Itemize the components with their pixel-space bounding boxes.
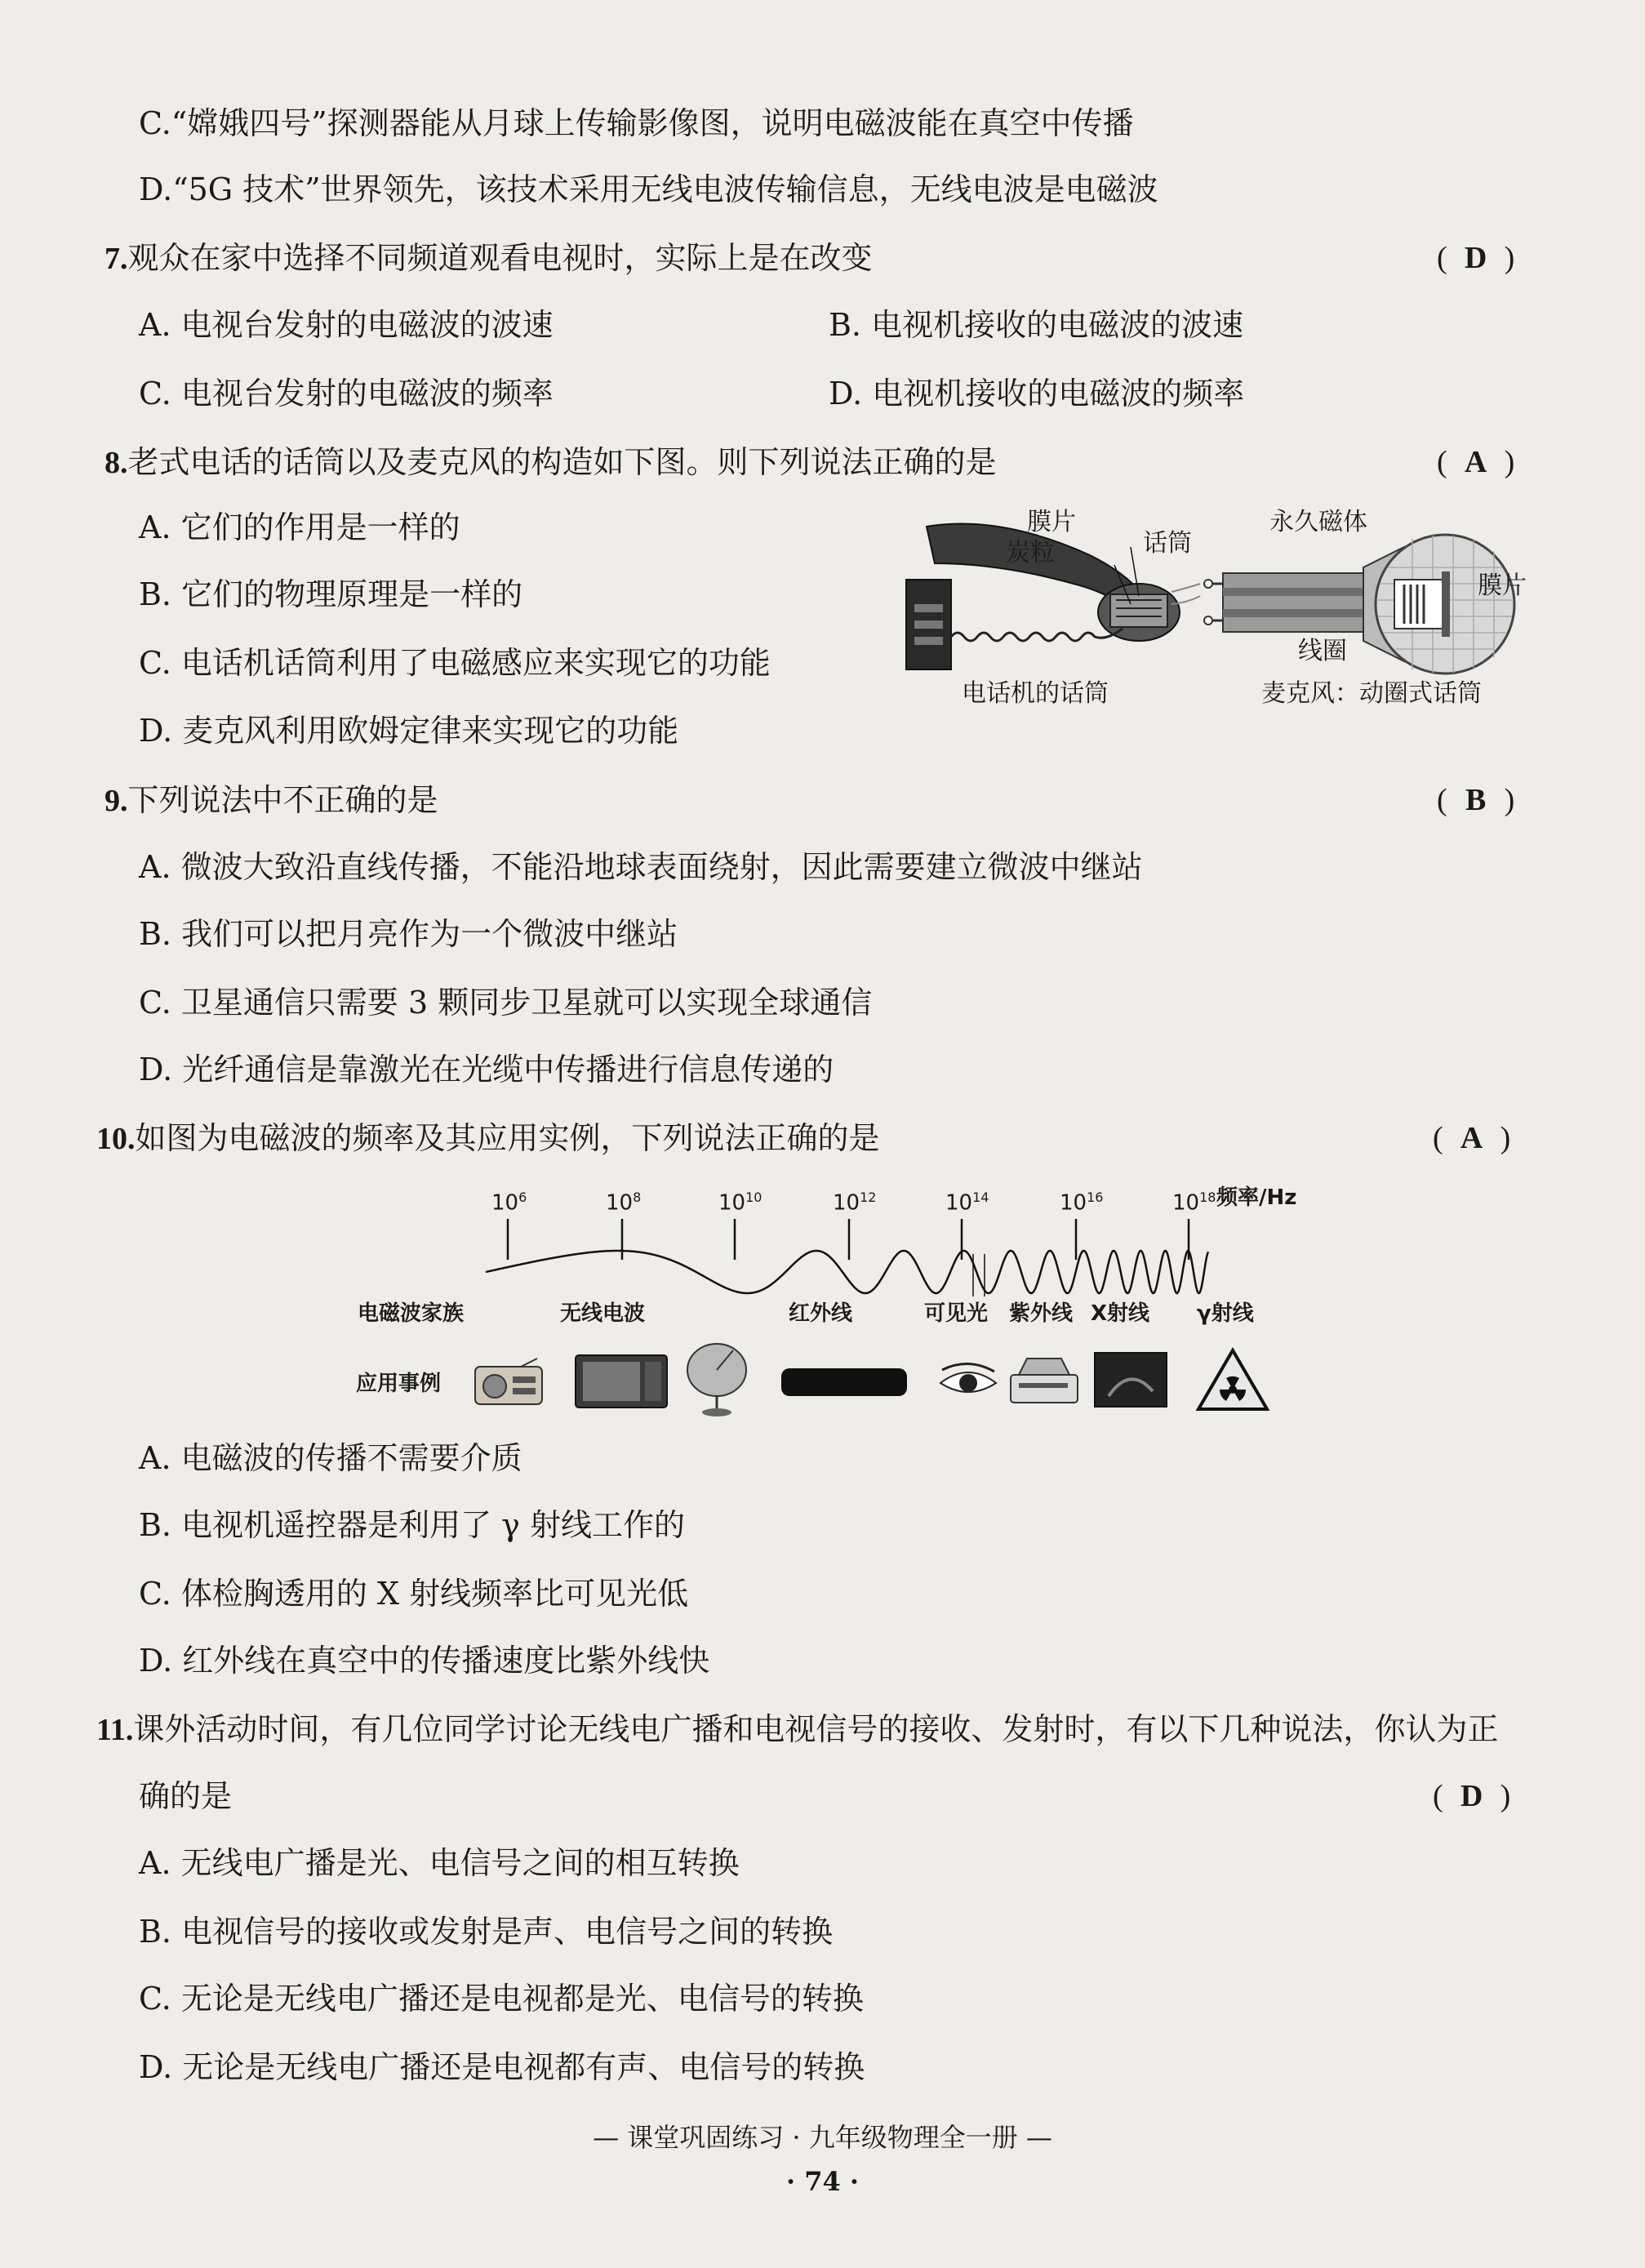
band-x-ray: X射线 (1091, 1301, 1150, 1326)
mic-label-coil: 线圈 (1298, 637, 1347, 665)
page-number: · 74 · (785, 2166, 860, 2197)
q10-number: 10. (96, 1122, 136, 1156)
phone-label-mouthpiece: 话筒 (1143, 529, 1192, 558)
phone-label-carbon: 炭粒 (1006, 539, 1055, 567)
q8-stem (104, 442, 997, 483)
mic-caption: 麦克风：动圈式话筒 (1261, 679, 1482, 708)
phone-label-diaphragm: 膜片 (1027, 508, 1076, 536)
freq-label: $10^8$ (606, 1190, 642, 1216)
q8-option-b: B. 它们的物理原理是一样的 (139, 576, 523, 612)
x-ray-film-icon (1092, 1350, 1169, 1409)
freq-label: $10^{16}$ (1060, 1190, 1104, 1216)
q9-stem-text: 下列说法中不正确的是 (127, 782, 438, 818)
em-wave (473, 1215, 1225, 1305)
band-ultraviolet: 紫外线 (1009, 1301, 1074, 1326)
uv-lamp-icon (1007, 1354, 1081, 1407)
radiation-warning-icon (1195, 1347, 1270, 1412)
phone-caption: 电话机的话筒 (962, 679, 1109, 708)
q7-answer: ( D ) (1437, 238, 1514, 278)
q8-answer: ( A ) (1437, 442, 1514, 482)
q10-option-b: B. 电视机遥控器是利用了 γ 射线工作的 (139, 1507, 685, 1543)
band-visible: 可见光 (924, 1301, 989, 1326)
radio-icon (472, 1357, 545, 1407)
q9-option-c: C. 卫星通信只需要 3 颗同步卫星就可以实现全球通信 (139, 985, 873, 1021)
q11-stem-text: 课外活动时间，有几位同学讨论无线电广播和电视信号的接收、发射时，有以下几种说法，你认为正 (133, 1711, 1499, 1747)
band-infrared: 红外线 (789, 1301, 853, 1326)
freq-label: $10^{10}$ (718, 1190, 762, 1216)
q10-option-a: A. 电磁波的传播不需要介质 (139, 1440, 522, 1476)
q11-option-d: D. 无论是无线电广播还是电视都有声、电信号的转换 (139, 2049, 865, 2085)
q10-option-d: D. 红外线在真空中的传播速度比紫外线快 (139, 1643, 710, 1679)
q7-answer-letter: D (1464, 241, 1487, 275)
q11-number: 11. (96, 1713, 134, 1747)
eye-icon (937, 1359, 999, 1404)
q7-option-c: C. 电视台发射的电磁波的频率 (139, 376, 554, 411)
q9-answer: ( B ) (1437, 780, 1514, 820)
freq-unit-label: 频率/Hz (1216, 1185, 1297, 1210)
q11-option-b: B. 电视信号的接收或发射是声、电信号之间的转换 (139, 1914, 834, 1950)
mic-label-diaphragm: 膜片 (1478, 571, 1527, 600)
q10-answer-letter: A (1460, 1121, 1483, 1155)
freq-label: $10^{12}$ (833, 1190, 877, 1216)
q9-answer-letter: B (1465, 783, 1487, 817)
band-gamma: γ射线 (1197, 1301, 1254, 1326)
q9-option-d: D. 光纤通信是靠激光在光缆中传播进行信息传递的 (139, 1052, 834, 1087)
band-radio: 无线电波 (560, 1301, 646, 1326)
q7-option-b: B. 电视机接收的电磁波的波速 (829, 307, 1244, 343)
freq-label: $10^6$ (491, 1190, 527, 1216)
q11-answer: ( D ) (1433, 1777, 1510, 1816)
q8-stem-text: 老式电话的话筒以及麦克风的构造如下图。则下列说法正确的是 (127, 444, 997, 480)
q8-answer-letter: A (1464, 445, 1487, 479)
q7-stem-text: 观众在家中选择不同频道观看电视时，实际上是在改变 (127, 240, 873, 276)
q7-number: 7. (104, 242, 128, 276)
q11-stem-line2: 确的是 (139, 1778, 233, 1814)
examples-label: 应用事例 (356, 1372, 442, 1396)
q6-option-c: C.“嫦娥四号”探测器能从月球上传输影像图，说明电磁波能在真空中传播 (139, 105, 1134, 141)
q6-option-d: D.“5G 技术”世界领先，该技术采用无线电波传输信息，无线电波是电磁波 (139, 171, 1158, 207)
q8-option-a: A. 它们的作用是一样的 (139, 509, 460, 545)
q8-number: 8. (104, 446, 128, 480)
q9-option-b: B. 我们可以把月亮作为一个微波中继站 (139, 916, 678, 952)
q11-stem-line1 (96, 1710, 1498, 1750)
q9-number: 9. (104, 784, 128, 818)
q7-option-a: A. 电视台发射的电磁波的波速 (139, 307, 554, 343)
q9-stem (104, 780, 438, 820)
q10-stem-text: 如图为电磁波的频率及其应用实例，下列说法正确的是 (135, 1120, 880, 1156)
q8-option-d: D. 麦克风利用欧姆定律来实现它的功能 (139, 713, 679, 749)
remote-control-icon (779, 1363, 909, 1401)
em-family-label: 电磁波家族 (358, 1301, 465, 1326)
q10-stem (96, 1118, 880, 1158)
q11-answer-letter: D (1460, 1779, 1483, 1813)
q10-answer: ( A ) (1433, 1118, 1510, 1158)
q9-option-a: A. 微波大致沿直线传播，不能沿地球表面绕射，因此需要建立微波中继站 (139, 849, 1143, 885)
q11-option-a: A. 无线电广播是光、电信号之间的相互转换 (139, 1845, 740, 1881)
microwave-oven-icon (573, 1350, 671, 1411)
q7-stem (104, 238, 873, 278)
freq-label: $10^{18}$ (1172, 1190, 1216, 1216)
q10-option-c: C. 体检胸透用的 X 射线频率比可见光低 (139, 1576, 689, 1612)
satellite-dish-icon (682, 1339, 751, 1417)
q11-option-c: C. 无论是无线电广播还是电视都是光、电信号的转换 (139, 1981, 864, 2017)
q8-option-c: C. 电话机话筒利用了电磁感应来实现它的功能 (139, 645, 771, 681)
mic-label-magnet: 永久磁体 (1269, 508, 1367, 536)
q7-option-d: D. 电视机接收的电磁波的频率 (829, 376, 1245, 411)
freq-label: $10^{14}$ (945, 1190, 989, 1216)
footer-series: — 课堂巩固练习 · 九年级物理全一册 — (593, 2122, 1052, 2153)
microphone-figure (1200, 523, 1543, 694)
